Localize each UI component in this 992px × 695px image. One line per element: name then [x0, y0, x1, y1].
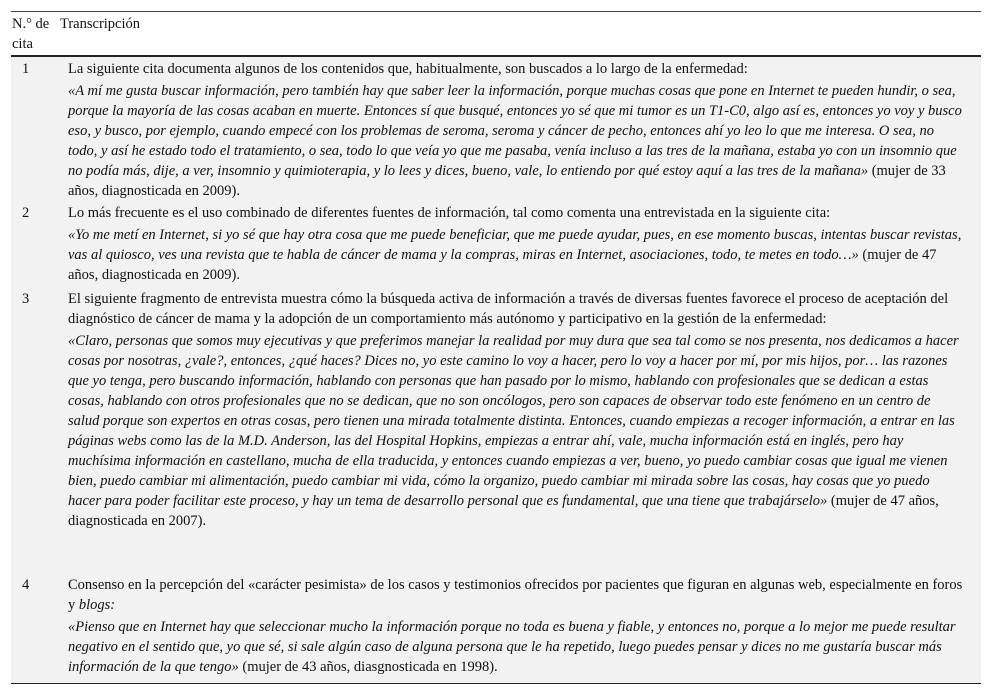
row-number: 3 [22, 291, 30, 307]
row-quote: «Yo me metí en Internet, si yo sé que hay otra cosa que me puede beneficiar, que me puede ayudar, pues, en ese momento buscas, intentas buscar revistas, vas al quiosco, ves una revista que te habla de cáncer de mama y la compras, miras en Internet, asociaciones, todo, te metes en todo…» [68, 227, 962, 263]
header-text: Transcripción [60, 16, 141, 32]
row-intro: Lo más frecuente es el uso combinado de diferentes fuentes de información, tal como comenta una entrevistada en la siguiente cita: [68, 205, 831, 221]
table-row [11, 289, 981, 575]
row-attribution: (mujer de 43 años, diasgnosticada en 1998). [238, 659, 498, 675]
row-body [68, 289, 963, 575]
row-intro-paragraph [68, 575, 963, 615]
table-row [11, 57, 981, 203]
row-body [68, 575, 963, 683]
row-intro: La siguiente cita documenta algunos de los contenidos que, habitualmente, son buscados a lo largo de la enfermedad: [68, 61, 748, 77]
row-intro-italic: blogs: [78, 597, 116, 613]
row-attribution: (mujer de 33 años, diagnosticada en 2009). [68, 163, 946, 199]
row-intro: El siguiente fragmento de entrevista muestra cómo la búsqueda activa de información a través de diversas fuentes favorece el proceso de aceptación del diagnóstico de cáncer de mama y la adopción de un comportamiento más autónomo y participativo en la gestión de la enfermedad: [68, 291, 949, 327]
table-row [11, 575, 981, 683]
transcription-table [11, 11, 981, 684]
table-header [11, 12, 981, 57]
row-quote: «A mí me gusta buscar información, pero también hay que saber leer la información, porque muchas cosas que pone en Internet te pueden hundir, o sea, porque la mayoría de las cosas acaban en muerte. Entonces sí que busqué, entonces yo sé que mi tumor es un T1-C0, algo así es, entonces yo voy y busco eso, y busco, por ejemplo, cuando empecé con los problemas de seroma, seroma y cáncer de pecho, entonces ahí yo leo lo que me interesa. O sea, no todo, y así he estado todo el tratamiento, o sea, todo lo que veía yo que me pasaba, venía incluso a las tres de la mañana, estaba yo con un insomnio que no podía más, dije, a ver, insomnio y quimioterapia, y lo lees y dices, bueno, vale, lo entiendo por qué estoy aquí a las tres de la mañana» [68, 83, 962, 179]
header-num: N.° de cita [12, 16, 50, 52]
row-quote: «Pienso que en Internet hay que seleccionar mucho la información porque no toda es buena y fiable, y entonces no, porque a lo mejor me puede resultar negativo en el sentido que, yo que sé, si sale algún caso de alguna persona que le ha repetido, luego puedes pensar y dices no me gustaría buscar más información de la que tengo» [68, 619, 956, 675]
row-body [68, 203, 963, 289]
row-quote-paragraph [68, 331, 963, 531]
table-row [11, 203, 981, 289]
row-attribution: (mujer de 47 años, diagnosticada en 2007). [68, 493, 939, 529]
row-quote-paragraph [68, 225, 963, 285]
row-quote-paragraph [68, 81, 963, 201]
row-number: 1 [22, 61, 30, 77]
row-number: 2 [22, 205, 30, 221]
row-number: 4 [22, 577, 30, 593]
row-quote-paragraph [68, 617, 963, 677]
row-attribution: (mujer de 47 años, diagnosticada en 2009). [68, 247, 937, 283]
row-intro: Consenso en la percepción del «carácter pesimista» de los casos y testimonios ofrecidos por pacientes que figuran en algunas web, especialmente en foros y [68, 577, 963, 613]
row-quote: «Claro, personas que somos muy ejecutivas y que preferimos manejar la realidad por muy dura que sea tal como se nos presenta, nos dedicamos a hacer cosas por nosotras, ¿vale?, entonces, ¿qué haces? Dices no, yo este camino lo voy a hacer, pero lo voy a hacer por mí, por mis hijos, por… las razones que yo tenga, pero buscando información, hablando con personas que han pasado por lo mismo, hablando con profesionales que se dedican a estas cosas, hablando con otros profesionales que no se dedican, que no son oncólogos, pero son capaces de observar todo este fenómeno en un centro de salud porque son expertos en otras cosas, pero tienen una mirada totalmente distinta. Entonces, cuando empiezas a recoger información, a entrar en las páginas webs como las de la M.D. Anderson, las del Hospital Hopkins, empiezas a entrar ahí, vale, mucha información está en inglés, pero hay muchísima información en castellano, mucha de ella traducida, y entonces cuando empiezas a ver, bueno, yo puedo cambiar cosas que igual me vienen bien, puedo cambiar mi alimentación, puedo cambiar mi vida, cómo la organizo, puedo cambiar mi mirada sobre las cosas, hay cosas que yo puedo hacer para poder facilitar este proceso, y hay un tema de desarrollo personal que es fundamental, que una tiene que trabajárselo» [68, 333, 959, 509]
row-body [68, 59, 963, 203]
